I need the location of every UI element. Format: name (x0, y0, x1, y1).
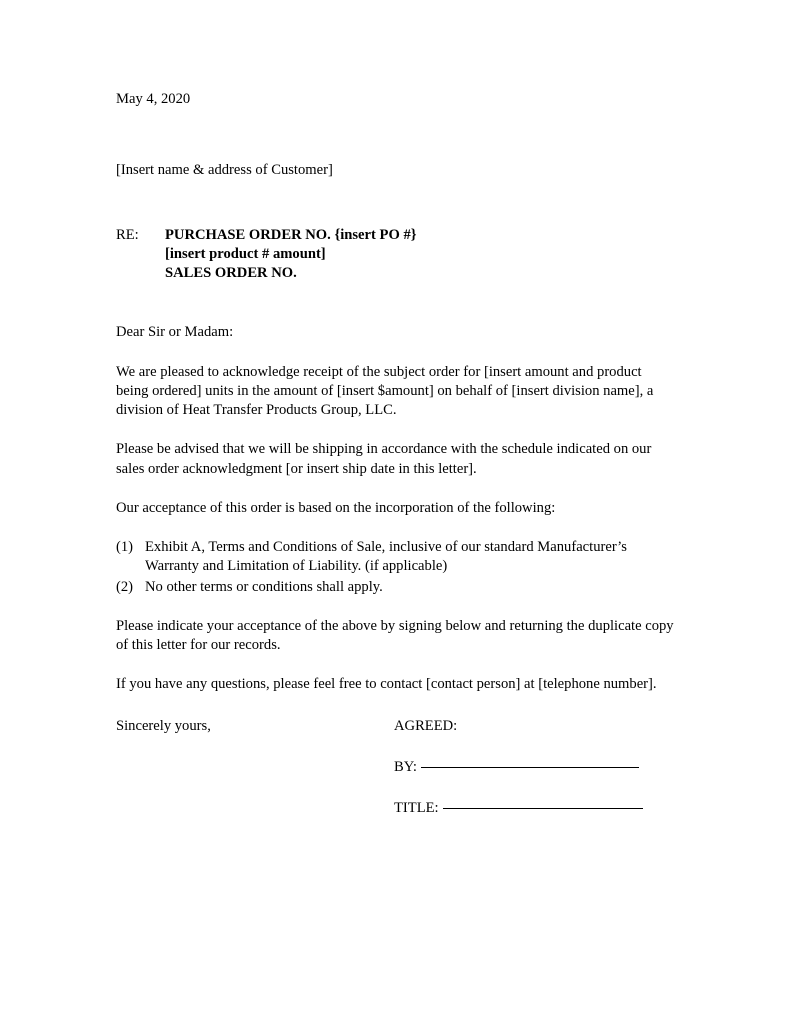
paragraph-signing-instructions: Please indicate your acceptance of the above by signing below and returning the duplicate copy of this letter for our records. (116, 617, 674, 653)
letter-body (116, 90, 674, 817)
list-item-text: Exhibit A, Terms and Conditions of Sale, inclusive of our standard Manufacturer’s Warranty and Limitation of Liability. (if applicable) (145, 539, 627, 575)
salutation: Dear Sir or Madam: (116, 324, 234, 341)
list-item-marker: (2) (116, 578, 134, 595)
by-signature-rule[interactable] (421, 767, 639, 768)
letter-date: May 4, 2020 (116, 91, 191, 107)
re-line-product-amount: [insert product # amount] (165, 245, 326, 262)
signature-title-line (394, 799, 674, 818)
re-line-purchase-order: PURCHASE ORDER NO. {insert PO #} (165, 226, 417, 243)
title-signature-rule[interactable] (443, 808, 643, 809)
paragraph-acceptance-intro: Our acceptance of this order is based on the incorporation of the following: (116, 499, 556, 516)
re-lines (165, 226, 417, 284)
paragraph-questions: If you have any questions, please feel free to contact [contact person] at [telephone number]. (116, 676, 657, 693)
signature-by-line (394, 758, 674, 777)
agreed-column (394, 717, 674, 819)
re-line-sales-order: SALES ORDER NO. (165, 265, 297, 281)
paragraph-acknowledgement: We are pleased to acknowledge receipt of the subject order for [insert amount and product being ordered] units in the amount of [insert $amount] on behalf of [insert division name], a division of Heat Transfer Products Group, LLC. (116, 363, 654, 418)
list-item (116, 578, 674, 597)
paragraph-shipping: Please be advised that we will be shipping in accordance with the schedule indicated on our sales order acknowledgment [or insert ship date in this letter]. (116, 441, 652, 477)
list-item (116, 538, 674, 577)
title-label: TITLE: (394, 800, 439, 816)
signature-block (116, 717, 674, 817)
agreed-label: AGREED: (394, 717, 458, 734)
sincerely-text: Sincerely yours, (116, 717, 211, 734)
letter-addressee: [Insert name & address of Customer] (116, 162, 333, 179)
list-item-text: No other terms or conditions shall apply. (145, 578, 383, 595)
re-block (116, 226, 674, 284)
re-label: RE: (116, 226, 139, 243)
by-label: BY: (394, 758, 417, 775)
list-item-marker: (1) (116, 539, 134, 555)
numbered-list (116, 538, 674, 597)
